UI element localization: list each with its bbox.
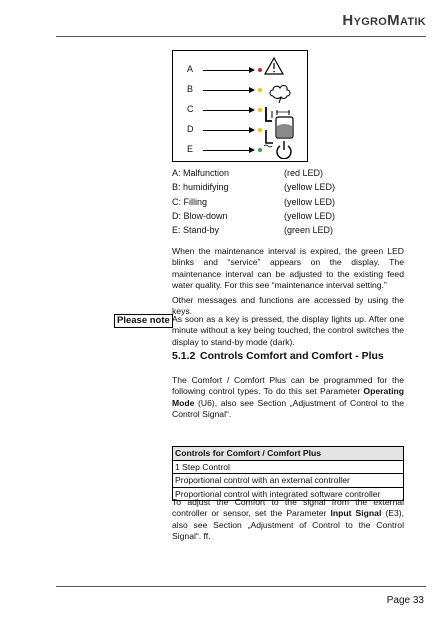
legend-led: (green LED) — [284, 225, 334, 236]
footer-rule — [56, 586, 426, 587]
table-header-row — [173, 447, 404, 461]
controls-table — [172, 446, 404, 501]
comfort-paragraph — [172, 375, 404, 421]
legend-row — [172, 209, 335, 223]
text-run: To adjust the Comfort to the signal from the external controller or sensor, set the Parameter — [172, 497, 404, 519]
row-letter-b: B — [187, 84, 194, 94]
legend-row — [172, 223, 335, 237]
legend-row — [172, 166, 335, 180]
legend-led: (yellow LED) — [284, 210, 336, 221]
header-rule — [56, 36, 426, 37]
row-letter-d: D — [187, 124, 194, 134]
row-letter-a: A — [187, 64, 194, 74]
table-header: Controls for Comfort / Comfort Plus — [173, 447, 404, 461]
text-run: (U6), also see Section „Adjustment of Control to the Control Signal“. — [172, 397, 404, 420]
led-yellow-blowdown — [258, 128, 262, 132]
other-messages-paragraph: Other messages and functions are accessed by using the keys. — [172, 295, 404, 317]
power-standby-icon — [277, 141, 291, 159]
legend-led: (red LED) — [284, 168, 324, 178]
legend-label: C: Filling — [172, 196, 208, 207]
table-row — [173, 474, 404, 488]
arrow-d — [203, 130, 251, 131]
hygromatik-logo — [342, 12, 426, 29]
status-icons — [263, 55, 303, 159]
row-letter-e: E — [187, 144, 194, 154]
arrow-c — [203, 110, 251, 111]
warning-icon — [265, 58, 283, 74]
led-diagram — [172, 50, 308, 162]
legend-label: E: Stand-by — [172, 225, 220, 236]
parameter-name: Input Signal — [330, 508, 382, 519]
text-run: (E3), also see Section „Adjustment of Control to the Control Signal“. ff. — [172, 508, 404, 542]
legend-label: B: humidifying — [172, 182, 229, 193]
logo-text: H — [342, 12, 354, 29]
led-yellow-filling — [258, 108, 262, 112]
logo-text: M — [387, 12, 400, 29]
please-note-label: Please note — [114, 314, 173, 328]
legend-label: D: Blow-down — [172, 210, 228, 221]
section-title: Controls Comfort and Comfort - Plus — [200, 350, 384, 362]
arrow-e — [203, 150, 251, 151]
arrow-a — [203, 70, 251, 71]
led-legend — [172, 166, 335, 237]
row-letter-c: C — [187, 104, 194, 114]
arrow-b — [203, 90, 251, 91]
maintenance-paragraph: When the maintenance interval is expired, the green LED blinks and “service” appears on the display. The maintenance interval can be adjusted to the existing feed water quality. For this see “maintenance interval setting.” — [172, 246, 404, 291]
legend-label: A: Malfunction — [172, 168, 230, 178]
legend-row — [172, 195, 335, 209]
note-paragraph: As soon as a key is pressed, the display lights up. After one minute without a key being touched, the control switches the display to stand-by mode (dark). — [172, 314, 404, 347]
section-heading — [172, 350, 384, 362]
table-cell: Proportional control with an external controller — [173, 474, 404, 488]
section-number: 5.1.2 — [172, 350, 196, 362]
led-green — [258, 148, 262, 152]
parameter-name: Operating Mode — [172, 386, 404, 408]
led-yellow-humidifying — [258, 88, 262, 92]
table-cell: 1 Step Control — [173, 460, 404, 474]
table-cell: Proportional control with integrated software controller — [173, 487, 404, 501]
led-red — [258, 68, 262, 72]
text-run: The Comfort / Comfort Plus can be programmed for the following control types. To do this set Parameter — [172, 375, 404, 397]
legend-led: (yellow LED) — [284, 182, 336, 193]
input-signal-paragraph — [172, 497, 404, 543]
table-row — [173, 460, 404, 474]
logo-text: YGRO — [353, 16, 388, 28]
steam-cloud-icon — [270, 86, 290, 103]
legend-led: (yellow LED) — [284, 196, 336, 207]
legend-row — [172, 180, 335, 194]
logo-text: ATIK — [399, 16, 426, 28]
page-number: Page 33 — [386, 595, 424, 606]
